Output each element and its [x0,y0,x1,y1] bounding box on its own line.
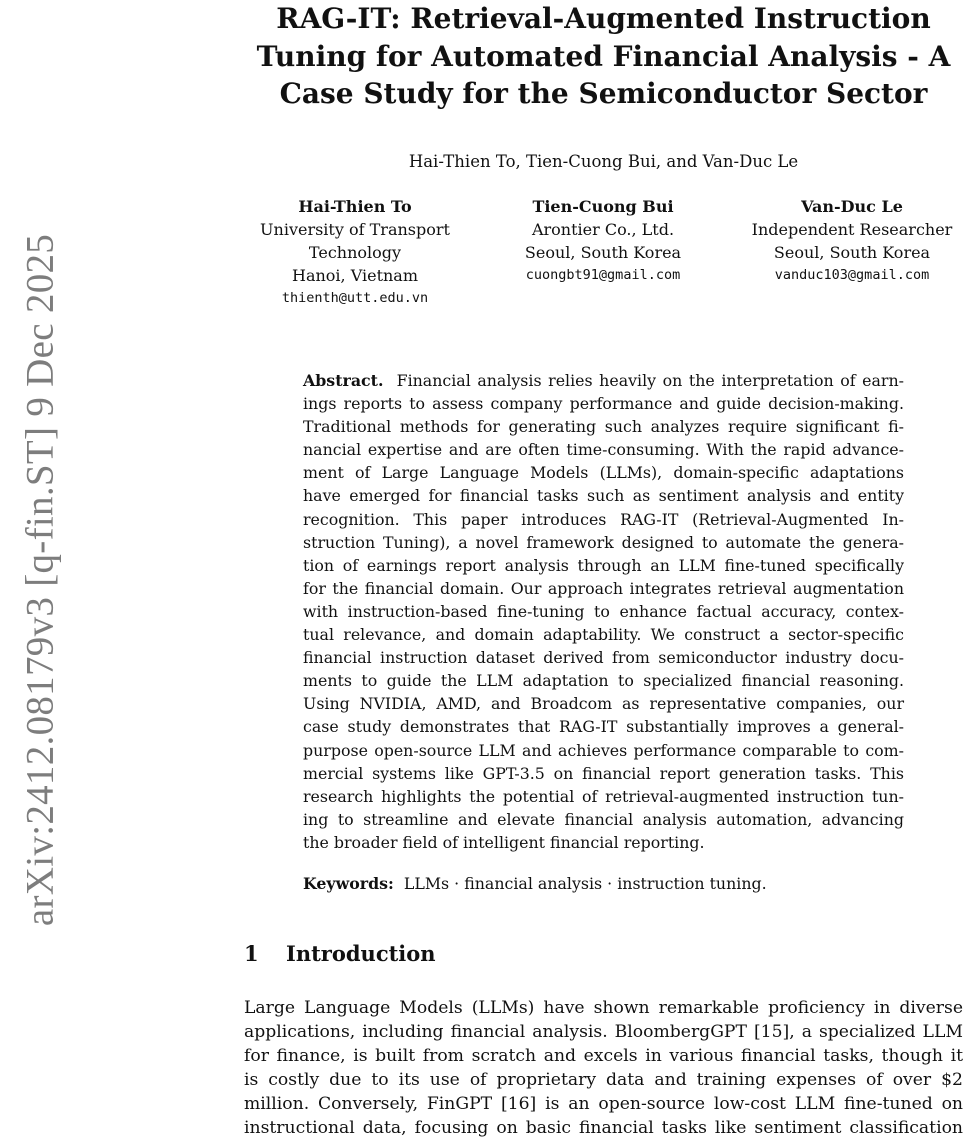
body-line: million. Conversely, FinGPT [16] is an open-source low-cost LLM fine-tuned on [244,1094,963,1114]
keywords-label: Keywords: [303,874,394,893]
body-line: for finance, is built from scratch and excels in various financial tasks, though it [244,1046,963,1066]
abstract-line [303,369,904,392]
abstract-line: nancial expertise and are often time-consuming. With the rapid advance- [303,440,904,460]
abstract-line: mercial systems like GPT-3.5 on financial report generation tasks. This [303,763,904,783]
affiliation-line: University of Transport [260,220,450,239]
keywords [303,872,767,895]
abstract-line: ment of Large Language Models (LLMs), domain-specific adaptations [303,463,904,483]
abstract-line: for the financial domain. Our approach integrates retrieval augmentation [303,578,904,598]
author-block-2 [503,195,703,287]
abstract-line: tual relevance, and domain adaptability. We construct a sector-specific [303,625,904,645]
abstract-line: the broader field of intelligent financial reporting. [303,832,705,852]
affiliation-line: Arontier Co., Ltd. [531,220,675,239]
abstract-line: purpose open-source LLM and achieves performance comparable to com- [303,740,904,760]
abstract-line: ing to streamline and elevate financial analysis automation, advancing [303,809,904,829]
section-heading [244,940,436,968]
section-number: 1 [244,941,259,966]
author-byline: Hai-Thien To, Tien-Cuong Bui, and Van-Duc Le [408,152,799,171]
keywords-text: LLMs · financial analysis · instruction tuning. [403,874,767,893]
abstract [303,369,904,854]
abstract-line: ings reports to assess company performance and guide decision-making. [303,394,904,414]
arxiv-identifier-stamp: arXiv:2412.08179v3 [q-fin.ST] 9 Dec 2025 [18,233,62,927]
abstract-line: have emerged for financial tasks such as sentiment analysis and entity [303,486,904,506]
abstract-line: with instruction-based fine-tuning to enhance factual accuracy, contex- [303,601,904,621]
abstract-line: Using NVIDIA, AMD, and Broadcom as representative companies, our [303,694,904,714]
author-block-3 [748,195,956,287]
title-line: Tuning for Automated Financial Analysis - A [256,39,951,73]
introduction-body [244,996,963,1140]
abstract-line: tion of earnings report analysis through an LLM fine-tuned specifically [303,555,904,575]
author-email: thienth@utt.edu.vn [281,290,429,306]
title-line: Case Study for the Semiconductor Sector [279,77,928,110]
abstract-label: Abstract. [303,371,384,390]
body-line: is costly due to its use of proprietary data and training expenses of over $2 [244,1070,963,1090]
affiliation-line: Technology [308,243,402,262]
author-name: Tien-Cuong Bui [532,197,674,216]
abstract-text: Financial analysis relies heavily on the interpretation of earn- [396,371,904,390]
body-line: instructional data, focusing on basic financial tasks like sentiment classification [244,1118,963,1138]
affiliation-line: Seoul, South Korea [524,243,682,262]
abstract-line: case study demonstrates that RAG-IT substantially improves a general- [303,717,904,737]
affiliation-line: Seoul, South Korea [773,243,931,262]
abstract-line: struction Tuning), a novel framework designed to automate the genera- [303,532,904,552]
author-block-1 [254,195,456,310]
affiliation-line: Independent Researcher [751,220,953,239]
body-line: applications, including financial analysis. BloombergGPT [15], a specialized LLM [244,1022,963,1042]
affiliation-line: Hanoi, Vietnam [291,266,419,285]
author-email: cuongbt91@gmail.com [525,267,681,283]
author-name: Hai-Thien To [298,197,412,216]
abstract-line: recognition. This paper introduces RAG-IT (Retrieval-Augmented In- [303,509,904,529]
paper-title [244,0,963,113]
abstract-line: financial instruction dataset derived from semiconductor industry docu- [303,648,904,668]
author-name: Van-Duc Le [801,197,903,216]
abstract-line: research highlights the potential of retrieval-augmented instruction tun- [303,786,904,806]
author-email: vanduc103@gmail.com [774,267,930,283]
title-line: RAG-IT: Retrieval-Augmented Instruction [276,2,931,35]
section-title: Introduction [286,941,436,966]
abstract-line: Traditional methods for generating such analyzes require significant fi- [303,417,904,437]
body-line: Large Language Models (LLMs) have shown remarkable proficiency in diverse [244,998,963,1018]
abstract-line: ments to guide the LLM adaptation to specialized financial reasoning. [303,671,904,691]
